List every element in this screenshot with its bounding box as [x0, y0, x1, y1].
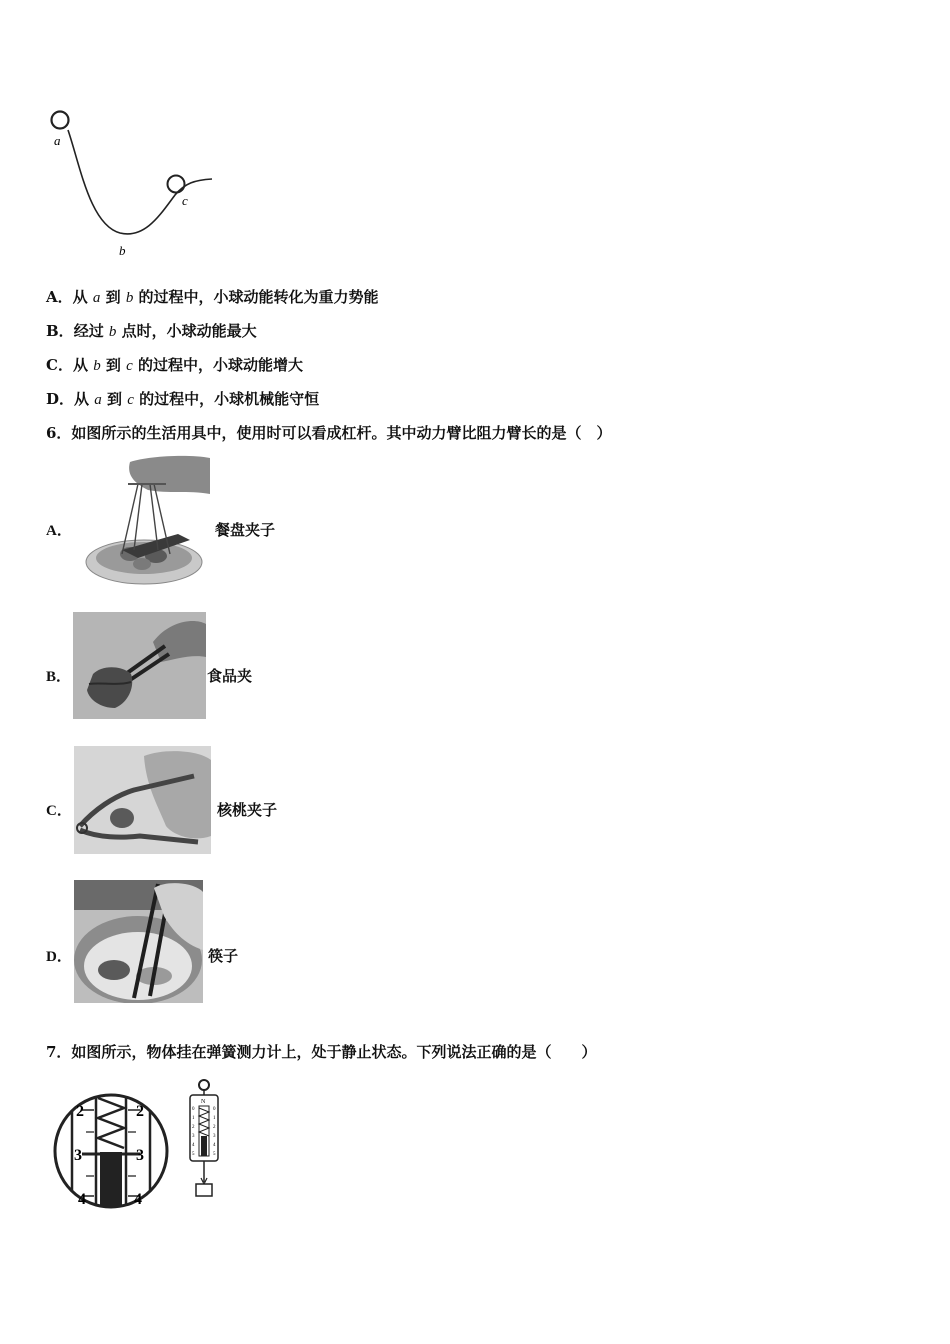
zoom-tick-2-left: 2	[76, 1103, 84, 1120]
food-clip-photo	[73, 612, 206, 719]
ball-a	[52, 112, 69, 129]
zoom-tick-2-right: 2	[136, 1103, 144, 1120]
q6-option-c-letter: C．	[46, 803, 72, 819]
q6-option-a-letter: A．	[46, 523, 72, 539]
q6-option-c-caption: 核桃夹子	[217, 801, 278, 819]
label-b: b	[119, 243, 126, 258]
scale-zoom-figure	[52, 1092, 170, 1210]
scale-tick-1-right: 1	[213, 1116, 216, 1121]
q6-option-a-caption: 餐盘夹子	[215, 521, 276, 539]
scale-tick-5-right: 5	[213, 1152, 216, 1157]
scale-unit: N	[201, 1099, 206, 1105]
scale-tick-3-right: 3	[213, 1134, 216, 1139]
q5-option-c: C．从 b 到 c 的过程中，小球动能增大	[46, 356, 304, 374]
q5-option-d: D．从 a 到 c 的过程中，小球机械能守恒	[46, 390, 320, 408]
q6-option-d-letter: D．	[46, 949, 72, 965]
scale-tick-4-left: 4	[192, 1143, 195, 1148]
q6-option-b-letter: B．	[46, 669, 72, 685]
nutcracker-photo	[74, 746, 211, 854]
ball-c	[168, 176, 185, 193]
spring-scale-figure	[184, 1078, 224, 1202]
zoom-tick-4-left: 4	[78, 1191, 86, 1208]
zoom-tick-3-left: 3	[74, 1147, 82, 1164]
scale-tick-1-left: 1	[192, 1116, 195, 1121]
q6-option-b-caption: 食品夹	[207, 667, 253, 685]
q6-option-d-caption: 筷子	[208, 947, 239, 965]
scale-tick-3-left: 3	[192, 1134, 195, 1139]
scale-tick-4-right: 4	[213, 1143, 216, 1148]
zoom-tick-3-right: 3	[136, 1147, 144, 1164]
track-curve	[68, 130, 212, 234]
scale-tick-2-right: 2	[213, 1125, 216, 1130]
q7-stem: 7．如图所示，物体挂在弹簧测力计上，处于静止状态。下列说法正确的是（ ）	[46, 1043, 597, 1061]
track-figure	[40, 105, 230, 265]
scale-tick-2-left: 2	[192, 1125, 195, 1130]
scale-tick-0-right: 0	[213, 1107, 216, 1112]
q5-option-b: B．经过 b 点时，小球动能最大	[46, 322, 257, 340]
zoom-tick-4-right: 4	[134, 1191, 142, 1208]
plate-tongs-photo	[78, 454, 210, 590]
chopsticks-photo	[74, 880, 203, 1003]
label-a: a	[54, 133, 61, 148]
scale-tick-5-left: 5	[192, 1152, 195, 1157]
label-c: c	[182, 193, 188, 208]
q5-option-a: A．从 a 到 b 的过程中，小球动能转化为重力势能	[46, 288, 379, 306]
q6-stem: 6．如图所示的生活用具中，使用时可以看成杠杆。其中动力臂比阻力臂长的是（ ）	[46, 424, 612, 442]
scale-tick-0-left: 0	[192, 1107, 195, 1112]
